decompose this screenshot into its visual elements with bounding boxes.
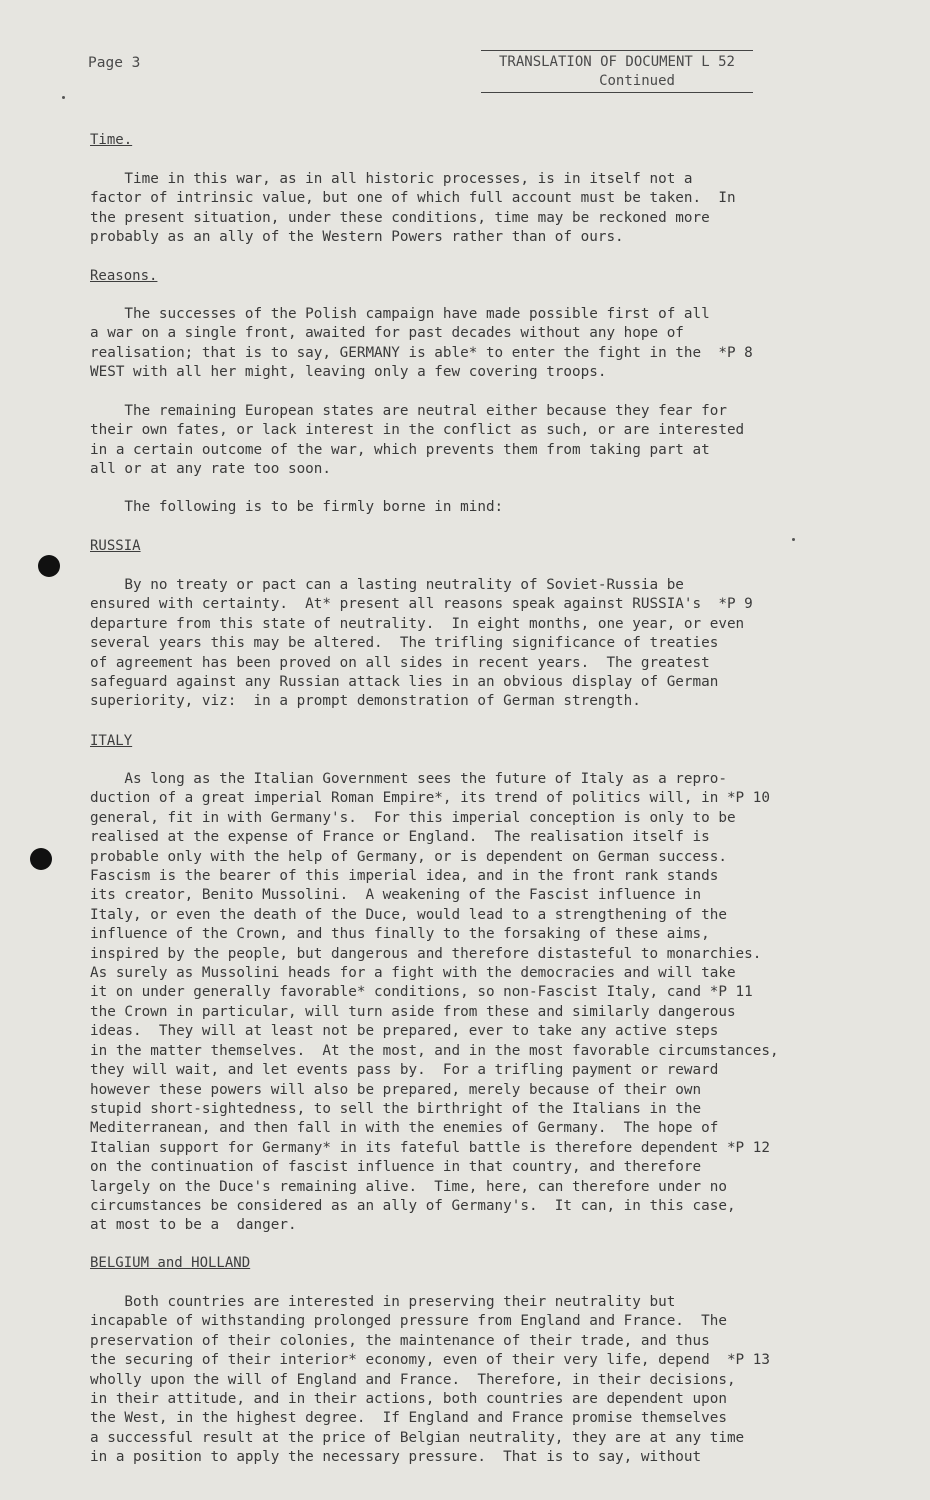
document-subtitle: Continued: [599, 73, 675, 89]
section-heading-reasons: Reasons.: [90, 268, 158, 284]
paragraph-reasons-3: The following is to be firmly borne in mind:: [90, 499, 504, 515]
paragraph-belgium-holland-1: Both countries are interested in preserving their neutrality but incapable of withstanding prolonged pressure from England and France. The preservation of their colonies, the maintenance of their trade, and thus the securing of their interior* economy, even of their very life, depend *P 13 wholly upon the will of England and France. Therefore, in their decisions, in their attitude, and in their actions, both countries are dependent upon the West, in the highest degree. If England and France promise themselves a successful result at the price of Belgian neutrality, they are at any time in a position to apply the necessary pressure. That is to say, without: [90, 1294, 770, 1466]
paper-speck: [792, 538, 795, 541]
paragraph-reasons-1: The successes of the Polish campaign have made possible first of all a war on a single front, awaited for past decades without any hope of realisation; that is to say, GERMANY is able* to enter the fight in the *P 8 WEST with all her might, leaving only a few covering troops.: [90, 306, 753, 381]
paragraph-reasons-2: The remaining European states are neutral either because they fear for their own fates, or lack interest in the conflict as such, or are interested in a certain outcome of the war, which prevents them from taking part at all or at any rate too soon.: [90, 403, 745, 478]
section-heading-belgium-holland: BELGIUM and HOLLAND: [90, 1255, 251, 1271]
punch-hole-top: [38, 555, 60, 577]
paragraph-time-1: Time in this war, as in all historic processes, is in itself not a factor of intrinsic value, but one of which full account must be taken. In the present situation, under these conditions, time may be reckoned more probably as an ally of the Western Powers rather than of ours.: [90, 171, 736, 246]
section-heading-time: Time.: [90, 132, 133, 148]
section-heading-italy: ITALY: [90, 733, 133, 749]
paragraph-russia-1: By no treaty or pact can a lasting neutrality of Soviet-Russia be ensured with certainty. At* present all reasons speak against RUSSIA's *P 9 departure from this state of neutrality. In eight months, one year, or even several years this may be altered. The trifling significance of treaties of agreement has been proved on all sides in recent years. The greatest safeguard against any Russian attack lies in an obvious display of German superiority, viz: in a prompt demonstration of German strength.: [90, 577, 753, 710]
document-title: TRANSLATION OF DOCUMENT L 52: [498, 54, 735, 70]
page-number: Page 3: [88, 55, 141, 71]
document-header: [481, 50, 753, 93]
punch-hole-bottom: [30, 848, 52, 870]
paper-speck: [62, 96, 65, 99]
paragraph-italy-1: As long as the Italian Government sees the future of Italy as a repro- duction of a great imperial Roman Empire*, its trend of politics will, in *P 10 general, fit in with Germany's. For this imperial conception is only to be realised at the expense of France or England. The realisation itself is probable only with the help of Germany, or is dependent on German success. Fascism is the bearer of this imperial idea, and in the front rank stands its creator, Benito Mussolini. A weakening of the Fascist influence in Italy, or even the death of the Duce, would lead to a strengthening of the influence of the Crown, and thus finally to the forsaking of these aims, inspired by the people, but dangerous and therefore distasteful to monarchies. As surely as Mussolini heads for a fight with the democracies and will take it on under generally favorable* conditions, so non-Fascist Italy, cand *P 11 the Crown in particular, will turn aside from these and similarly dangerous ideas. They will at least not be prepared, ever to take any active steps in the matter themselves. At the most, and in the most favorable circumstances, they will wait, and let events pass by. For a trifling payment or reward however these powers will also be prepared, merely because of their own stupid short-sightedness, to sell the birthright of the Italians in the Mediterranean, and then fall in with the enemies of Germany. The hope of Italian support for Germany* in its fateful battle is therefore dependent *P 12 on the continuation of fascist influence in that country, and therefore largely on the Duce's remaining alive. Time, here, can therefore under no circumstances be considered as an ally of Germany's. It can, in this case, at most to be a danger.: [90, 771, 779, 1234]
section-heading-russia: RUSSIA: [90, 538, 141, 554]
